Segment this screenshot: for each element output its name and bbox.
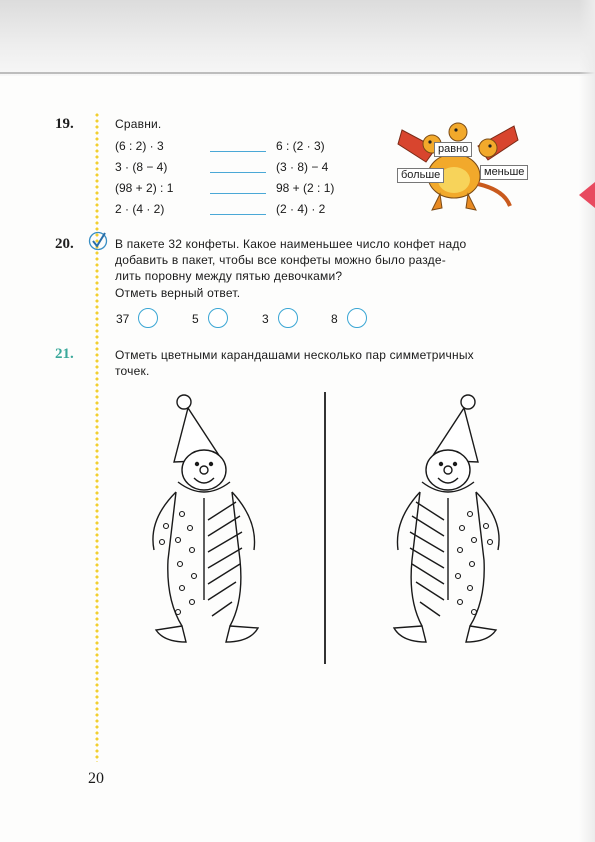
symmetry-axis-line bbox=[324, 392, 326, 664]
task-20-line-3: лить поровну между пятью девочками? bbox=[115, 269, 343, 283]
task-19-row-1-right: 6 : (2 · 3) bbox=[276, 139, 325, 153]
task-19-row-3-left: (98 + 2) : 1 bbox=[115, 181, 174, 195]
task-19-row-1-left: (6 : 2) · 3 bbox=[115, 139, 164, 153]
task-19-row-1-blank[interactable] bbox=[210, 151, 266, 152]
task-19-row-4-right: (2 · 4) · 2 bbox=[276, 202, 326, 216]
answer-option-circle[interactable] bbox=[278, 308, 298, 328]
clown-drawing-right bbox=[354, 390, 534, 665]
task-20-number: 20. bbox=[55, 236, 74, 252]
task-20-instruction: Отметь верный ответ. bbox=[115, 286, 241, 300]
dragon-illustration bbox=[392, 118, 525, 216]
task-21-line-2: точек. bbox=[115, 364, 150, 378]
answer-option-label: 8 bbox=[331, 312, 338, 326]
dragon-word-less: меньше bbox=[480, 165, 528, 180]
page-top-edge bbox=[0, 72, 595, 74]
page-number: 20 bbox=[88, 770, 104, 787]
task-19-row-3-blank[interactable] bbox=[210, 193, 266, 194]
scan-top-shadow bbox=[0, 0, 595, 76]
dragon-word-more: больше bbox=[397, 168, 444, 183]
dragon-word-equal: равно bbox=[434, 142, 472, 157]
clown-drawing-left bbox=[118, 390, 298, 665]
task-20-line-2: добавить в пакет, чтобы все конфеты можно было разде- bbox=[115, 253, 446, 267]
task-19-number: 19. bbox=[55, 116, 74, 132]
checkmark-icon bbox=[88, 231, 108, 251]
page-right-edge bbox=[579, 0, 595, 842]
task-19-row-4-left: 2 · (4 · 2) bbox=[115, 202, 165, 216]
answer-option-label: 37 bbox=[116, 312, 130, 326]
task-21-line-1: Отметь цветными карандашами несколько пар симметричных bbox=[115, 348, 474, 362]
answer-option-label: 3 bbox=[262, 312, 269, 326]
task-19-row-3-right: 98 + (2 : 1) bbox=[276, 181, 335, 195]
task-19-row-2-blank[interactable] bbox=[210, 172, 266, 173]
task-19-row-2-left: 3 · (8 − 4) bbox=[115, 160, 168, 174]
task-19-row-4-blank[interactable] bbox=[210, 214, 266, 215]
answer-option-circle[interactable] bbox=[138, 308, 158, 328]
task-20-line-1: В пакете 32 конфеты. Какое наименьшее число конфет надо bbox=[115, 237, 467, 251]
margin-dotted-line bbox=[95, 112, 99, 762]
task-19-row-2-right: (3 · 8) − 4 bbox=[276, 160, 329, 174]
task-19-title: Сравни. bbox=[115, 117, 162, 131]
task-21-number: 21. bbox=[55, 346, 74, 362]
side-tab-marker bbox=[579, 182, 595, 208]
answer-option-label: 5 bbox=[192, 312, 199, 326]
answer-option-circle[interactable] bbox=[347, 308, 367, 328]
answer-option-circle[interactable] bbox=[208, 308, 228, 328]
